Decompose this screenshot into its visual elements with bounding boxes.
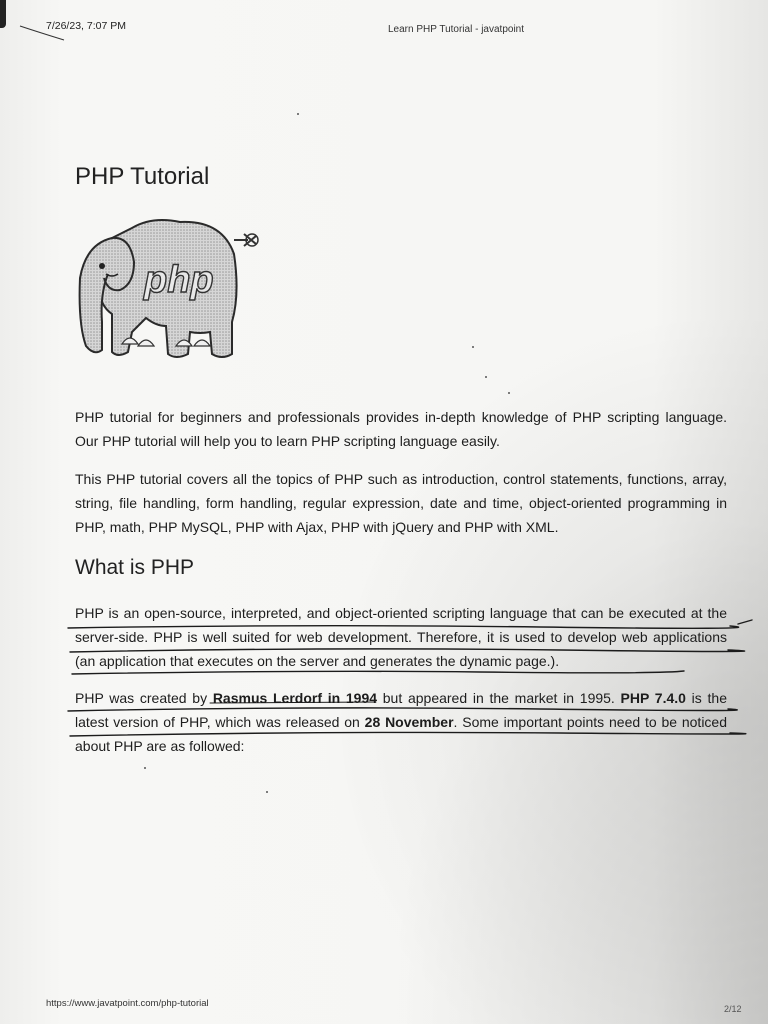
created-author: Rasmus Lerdorf in 1994	[212, 690, 378, 706]
intro-paragraph-2: This PHP tutorial covers all the topics of PHP such as introduction, control statements, functions, array, string, file handling, form handling, regular expression, date and time, object-oriented programming in PHP, math, PHP MySQL, PHP with Ajax, PHP with jQuery and PHP with XML.	[75, 471, 727, 535]
intro-paragraph-1: PHP tutorial for beginners and professionals provides in-depth knowledge of PHP scripting language. Our PHP tutorial will help you to learn PHP scripting language easily.	[75, 409, 727, 449]
print-page-title: Learn PHP Tutorial - javatpoint	[388, 24, 525, 35]
created-mid1: but appeared in the market in 1995.	[377, 690, 621, 706]
scan-speck	[472, 346, 474, 348]
page-title: PHP Tutorial	[75, 163, 210, 190]
scan-speck	[485, 376, 487, 378]
created-mid2: is the latest version of PHP, which was released on	[75, 690, 727, 730]
created-prefix: PHP was created by	[75, 690, 213, 706]
print-datetime: 7/26/23, 7:07 PM	[46, 20, 126, 32]
created-suffix: . Some important points need to be noticed about PHP are as followed:	[75, 714, 727, 754]
created-version: PHP 7.4.0	[620, 690, 686, 706]
scan-speck	[508, 392, 510, 394]
scan-speck	[144, 767, 146, 769]
what-is-php-paragraph: PHP is an open-source, interpreted, and object-oriented scripting language that can be executed at the server-side. PHP is well suited for web development. Therefore, it is used to develop web applications (an application that executes on the server and generates the dynamic page.).	[75, 605, 727, 669]
section-heading: What is PHP	[75, 556, 195, 579]
created-date: 28 November	[364, 714, 454, 730]
scan-speck	[266, 791, 268, 793]
scan-speck	[297, 113, 299, 115]
print-url: https://www.javatpoint.com/php-tutorial	[46, 998, 209, 1009]
logo-text: php	[144, 259, 214, 301]
page-number: 2/12	[724, 1004, 742, 1014]
